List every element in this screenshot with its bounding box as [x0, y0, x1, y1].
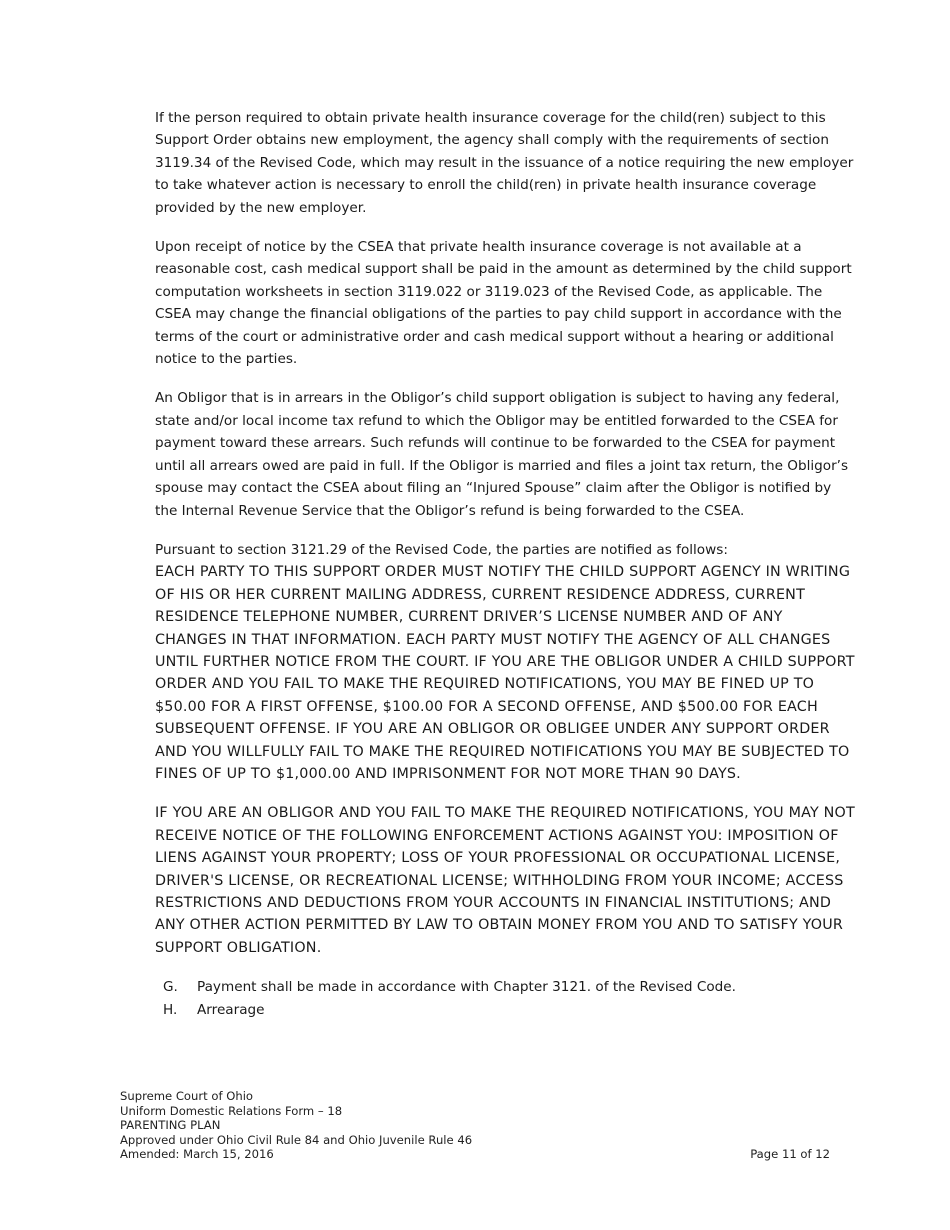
notice-intro: Pursuant to section 3121.29 of the Revised Code, the parties are notified as follows: — [155, 541, 728, 558]
list-item-h — [155, 999, 855, 1021]
paragraph-new-employment: If the person required to obtain private health insurance coverage for the child(ren) subject to this Support Order obtains new employment, the agency shall comply with the requirements of section 3119.34 of the Revised Code, which may result in the issuance of a notice requiring the new employer to take whatever action is necessary to enroll the child(ren) in private health insurance coverage provided by the new employer. — [155, 110, 854, 216]
paragraph-tax-refund-arrears: An Obligor that is in arrears in the Obligor’s child support obligation is subject to having any federal, state and/or local income tax refund to which the Obligor may be entitled forwarded to the CSEA for payment toward these arrears. Such refunds will continue to be forwarded to the CSEA for payment until all arrears owed are paid in full. If the Obligor is married and files a joint tax return, the Obligor’s spouse may contact the CSEA about filing an “Injured Spouse” claim after the Obligor is notified by the Internal Revenue Service that the Obligor’s refund is being forwarded to the CSEA. — [155, 390, 849, 519]
page-footer — [120, 1089, 835, 1162]
footer-amended: Amended: March 15, 2016 — [120, 1147, 274, 1161]
page-number: Page 11 of 12 — [750, 1147, 830, 1161]
list-item-text: Payment shall be made in accordance with Chapter 3121. of the Revised Code. — [197, 979, 736, 996]
list-item-letter: G. — [163, 979, 178, 996]
paragraph-cash-medical-support: Upon receipt of notice by the CSEA that private health insurance coverage is not available at a reasonable cost, cash medical support shall be paid in the amount as determined by the child support computation worksheets in section 3119.022 or 3119.023 of the Revised Code, as applicable. The CSEA may change the financial obligations of the parties to pay child support in accordance with the terms of the court or administrative order and cash medical support without a hearing or additional notice to the parties. — [155, 239, 852, 368]
list-item-letter: H. — [163, 1001, 178, 1018]
notification-requirements-notice: EACH PARTY TO THIS SUPPORT ORDER MUST NOTIFY THE CHILD SUPPORT AGENCY IN WRITING OF HIS OR HER CURRENT MAILING ADDRESS, CURRENT RESIDENCE ADDRESS, CURRENT RESIDENCE TELEPHONE NUMBER, CURRENT DRIVER’S LICENSE NUMBER AND OF ANY CHANGES IN THAT INFORMATION. EACH PARTY MUST NOTIFY THE AGENCY OF ALL CHANGES UNTIL FURTHER NOTICE FROM THE COURT. IF YOU ARE THE OBLIGOR UNDER A CHILD SUPPORT ORDER AND YOU FAIL TO MAKE THE REQUIRED NOTIFICATIONS, YOU MAY BE FINED UP TO $50.00 FOR A FIRST OFFENSE, $100.00 FOR A SECOND OFFENSE, AND $500.00 FOR EACH SUBSEQUENT OFFENSE. IF YOU ARE AN OBLIGOR OR OBLIGEE UNDER ANY SUPPORT ORDER AND YOU WILLFULLY FAIL TO MAKE THE REQUIRED NOTIFICATIONS YOU MAY BE SUBJECTED TO FINES OF UP TO $1,000.00 AND IMPRISONMENT FOR NOT MORE THAN 90 DAYS. — [155, 564, 855, 782]
footer-approval: Approved under Ohio Civil Rule 84 and Ohio Juvenile Rule 46 — [120, 1132, 473, 1147]
footer-form-name: Uniform Domestic Relations Form – 18 — [120, 1103, 343, 1118]
footer-court: Supreme Court of Ohio — [120, 1089, 254, 1103]
list-item-text: Arrearage — [197, 1001, 265, 1018]
enforcement-actions-notice: IF YOU ARE AN OBLIGOR AND YOU FAIL TO MAKE THE REQUIRED NOTIFICATIONS, YOU MAY NOT RECEIVE NOTICE OF THE FOLLOWING ENFORCEMENT ACTIONS AGAINST YOU: IMPOSITION OF LIENS AGAINST YOUR PROPERTY; LOSS OF YOUR PROFESSIONAL OR OCCUPATIONAL LICENSE, DRIVER'S LICENSE, OR RECREATIONAL LICENSE; WITHHOLDING FROM YOUR INCOME; ACCESS RESTRICTIONS AND DEDUCTIONS FROM YOUR ACCOUNTS IN FINANCIAL INSTITUTIONS; AND ANY OTHER ACTION PERMITTED BY LAW TO OBTAIN MONEY FROM YOU AND TO SATISFY YOUR SUPPORT OBLIGATION. — [155, 805, 855, 956]
list-item-g — [155, 976, 855, 998]
document-body — [155, 107, 855, 1021]
footer-form-title: PARENTING PLAN — [120, 1118, 221, 1132]
